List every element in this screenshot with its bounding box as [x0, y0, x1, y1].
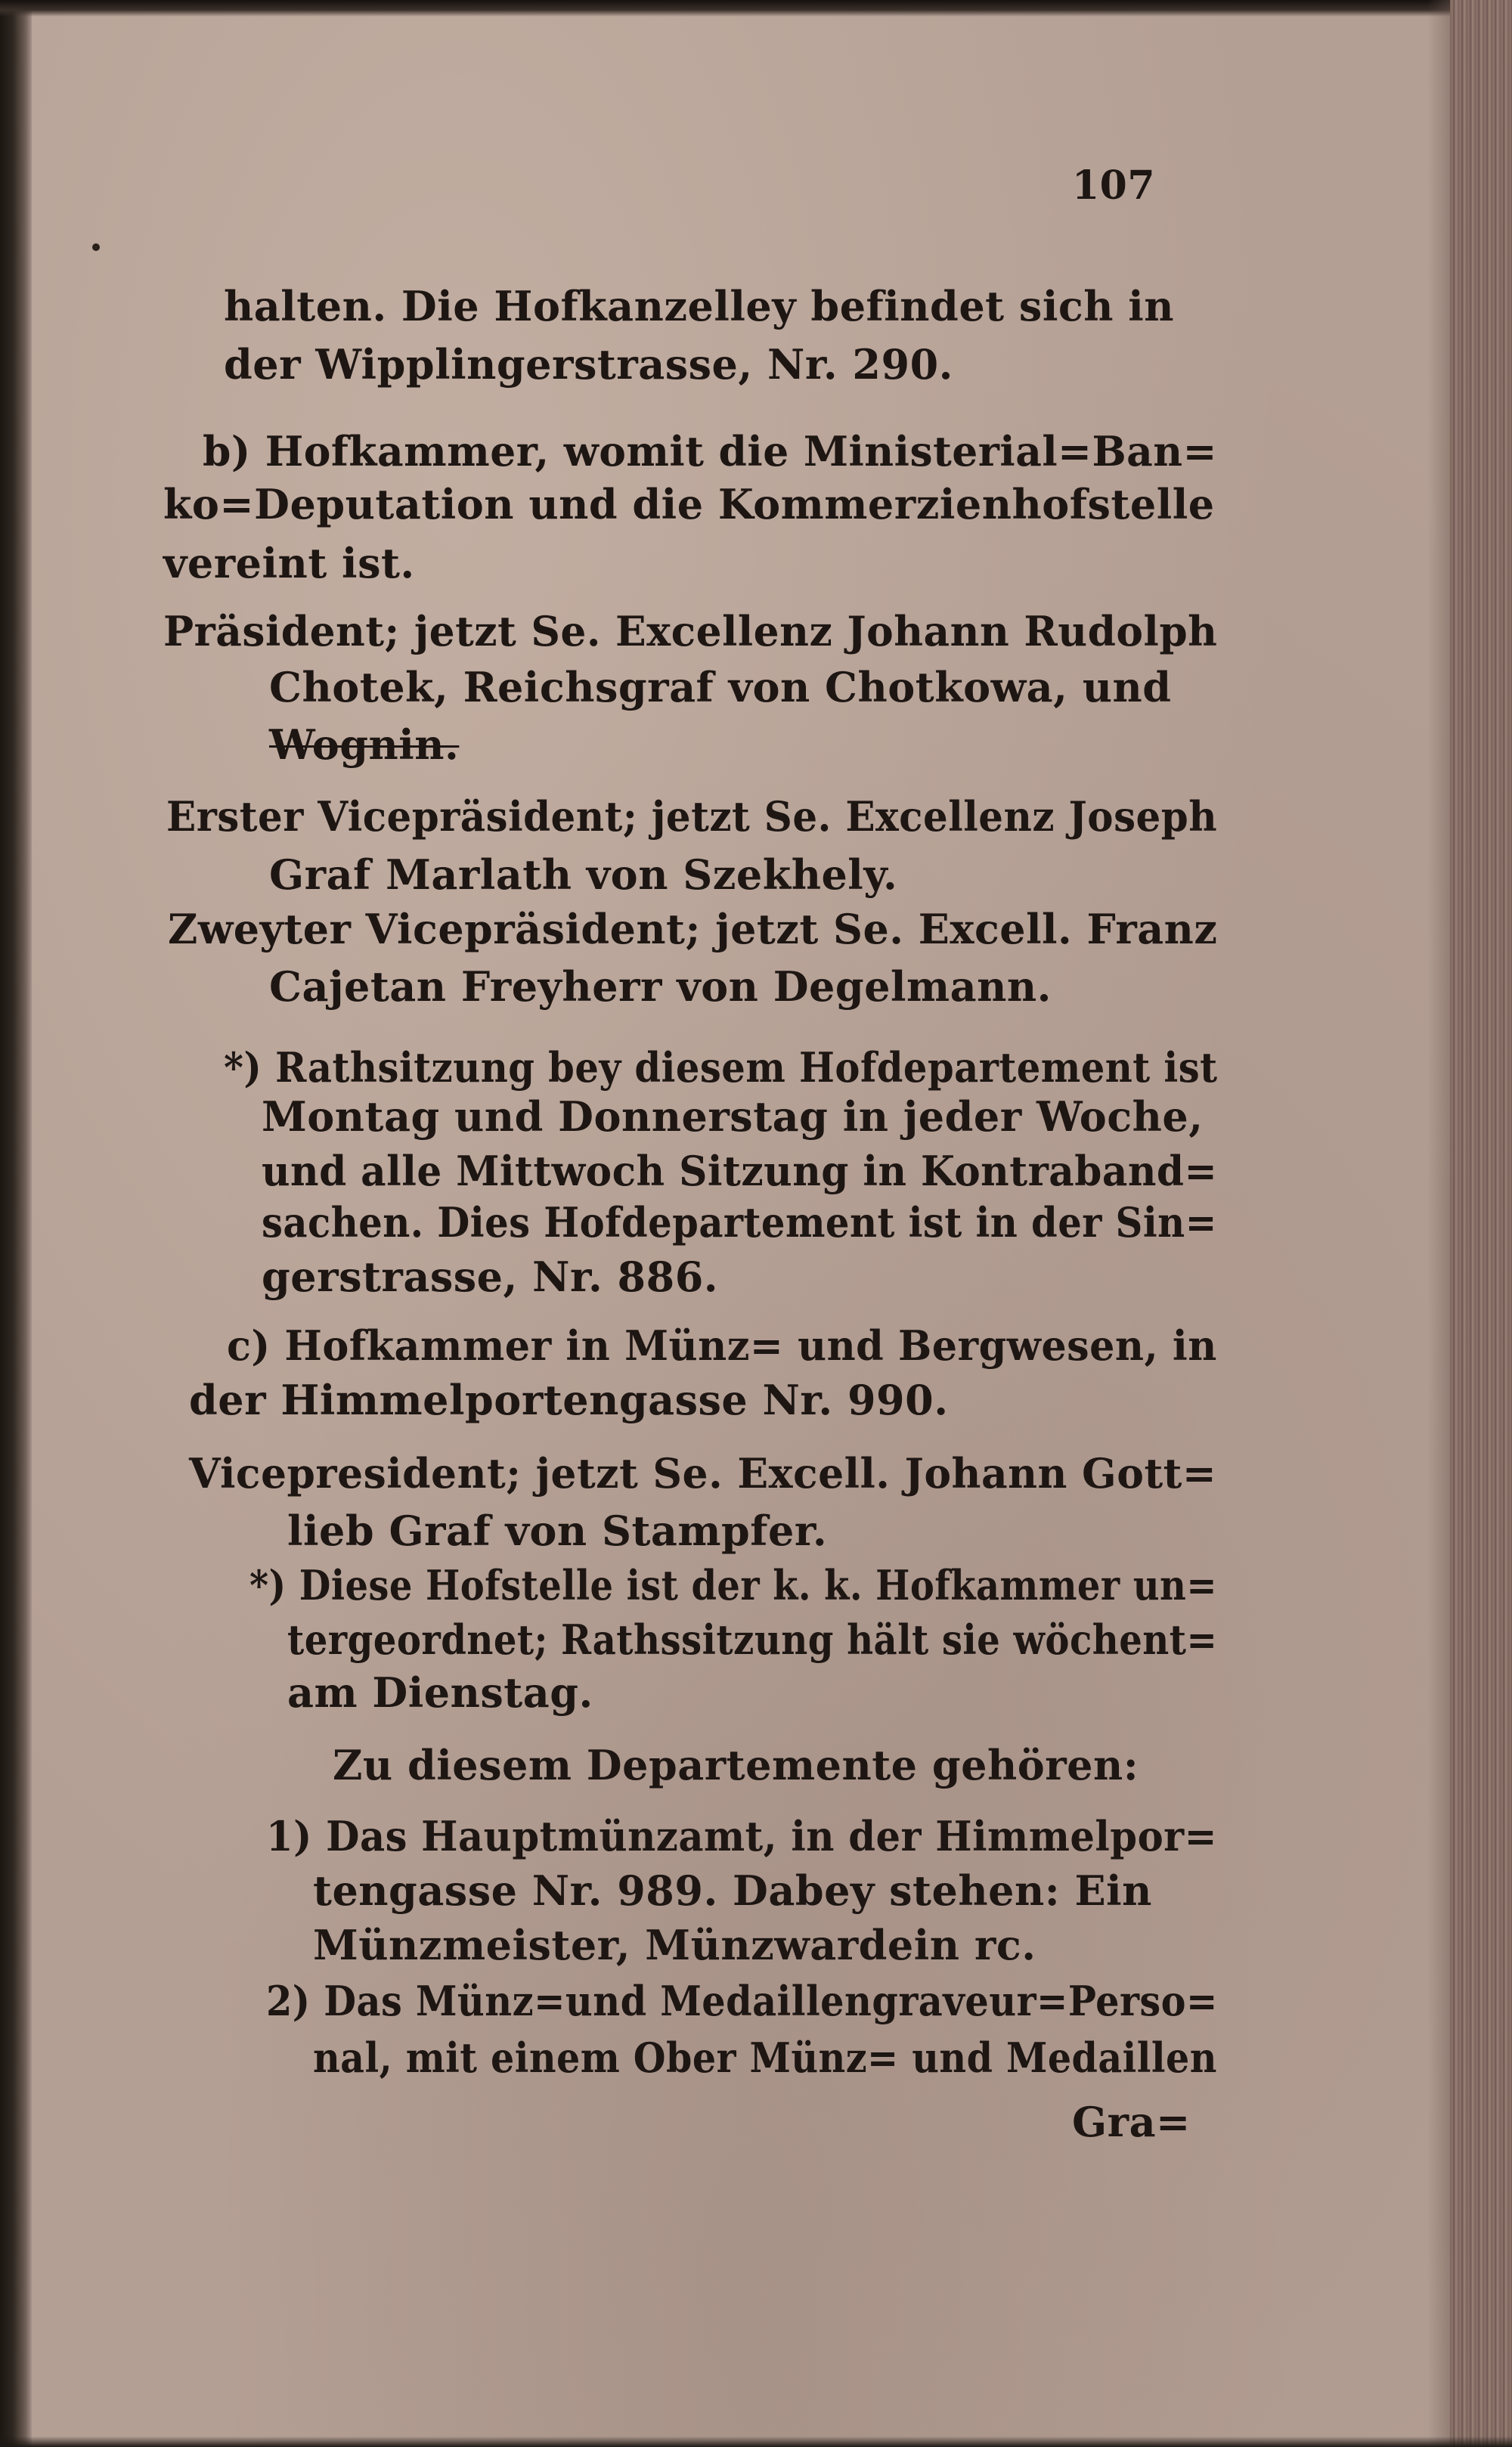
- text-line: Vicepresident; jetzt Se. Excell. Johann Gott=: [189, 1449, 1217, 1498]
- footnote-line: tergeordnet; Rathssitzung hält sie wöchent=: [287, 1615, 1218, 1664]
- text-line: lieb Graf von Stampfer.: [287, 1507, 828, 1555]
- text-line: der Wipplingerstrasse, Nr. 290.: [224, 340, 953, 389]
- text-line: der Himmelportengasse Nr. 990.: [189, 1376, 949, 1424]
- struck-text-line: Wognin.: [269, 720, 460, 769]
- footnote-line: sachen. Dies Hofdepartement ist in der Sin=: [262, 1198, 1217, 1247]
- text-line: Chotek, Reichsgraf von Chotkowa, und: [269, 663, 1172, 711]
- section-heading-b: b) Hofkammer, womit die Ministerial=Ban=: [203, 427, 1217, 475]
- text-line: ko=Deputation und die Kommerzienhofstelle: [163, 480, 1215, 528]
- list-item-continuation: Münzmeister, Münzwardein rc.: [313, 1921, 1036, 1969]
- catchword: Gra=: [1072, 2098, 1191, 2146]
- list-item: 2) Das Münz=und Medaillengraveur=Perso=: [266, 1977, 1218, 2025]
- text-line: Graf Marlath von Szekhely.: [269, 850, 898, 899]
- footnote-line: Montag und Donnerstag in jeder Woche,: [262, 1092, 1204, 1141]
- list-item-continuation: tengasse Nr. 989. Dabey stehen: Ein: [313, 1866, 1152, 1915]
- footnote-line: und alle Mittwoch Sitzung in Kontraband=: [262, 1147, 1218, 1195]
- text-line: vereint ist.: [163, 539, 415, 587]
- footnote-line: gerstrasse, Nr. 886.: [262, 1253, 719, 1301]
- text-line: Cajetan Freyherr von Degelmann.: [269, 962, 1052, 1011]
- footnote-line: am Dienstag.: [287, 1668, 593, 1717]
- text-line: Zweyter Vicepräsident; jetzt Se. Excell. Franz: [168, 905, 1218, 953]
- section-heading-c: c) Hofkammer in Münz= und Bergwesen, in: [227, 1321, 1217, 1370]
- text-line: Erster Vicepräsident; jetzt Se. Excellenz Joseph: [166, 792, 1218, 841]
- subheading: Zu diesem Departemente gehören:: [333, 1741, 1139, 1789]
- footnote-line: *) Rathsitzung bey diesem Hofdepartement ist: [224, 1043, 1218, 1092]
- text-line: halten. Die Hofkanzelley befindet sich in: [224, 282, 1175, 330]
- footnote-line: *) Diese Hofstelle ist der k. k. Hofkammer un=: [249, 1561, 1217, 1609]
- list-item-continuation: nal, mit einem Ober Münz= und Medaillen: [313, 2033, 1217, 2082]
- page-number: 107: [1072, 163, 1156, 209]
- text-line: Präsident; jetzt Se. Excellenz Johann Rudolph: [163, 607, 1218, 655]
- list-item: 1) Das Hauptmünzamt, in der Himmelpor=: [266, 1812, 1217, 1860]
